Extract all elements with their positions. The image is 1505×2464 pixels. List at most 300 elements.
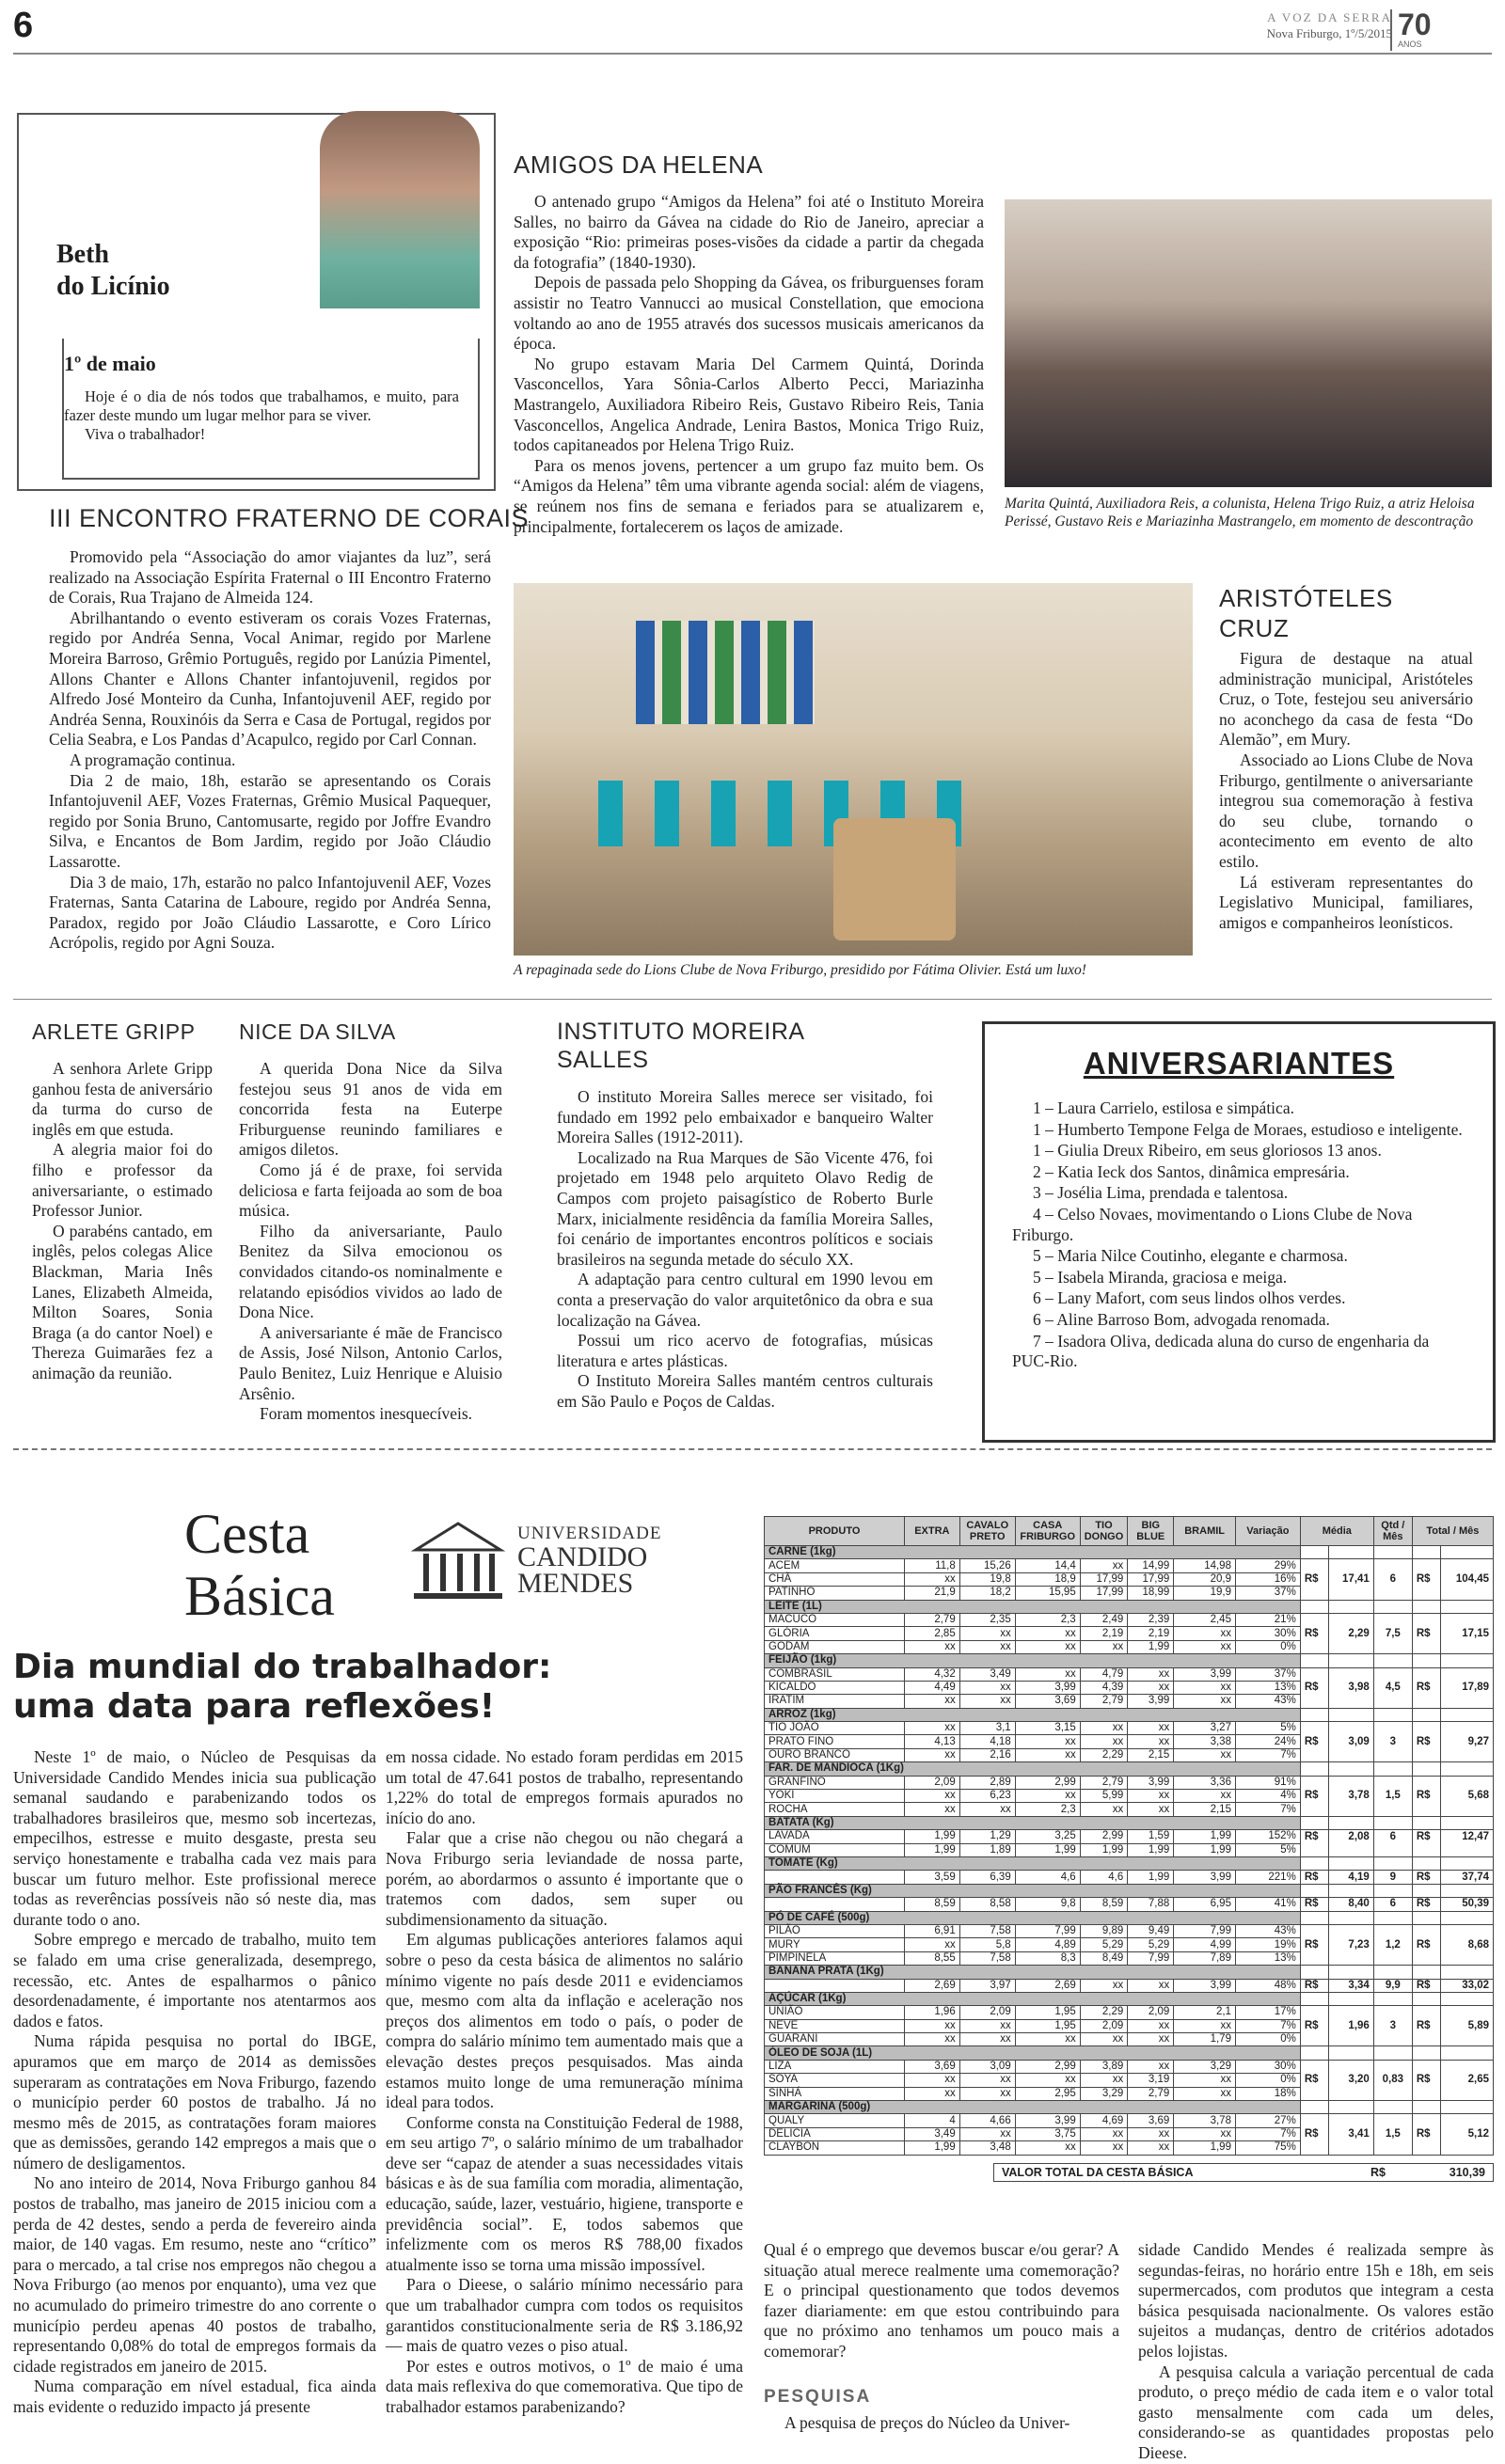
- section-rule-dashed: [13, 1448, 1492, 1450]
- aniversariante-item: 5 – Maria Nilce Coutinho, elegante e charmosa.: [1033, 1246, 1348, 1266]
- price-cell: 0%: [1235, 1640, 1300, 1653]
- category-label: MARGARINA (500g): [765, 2101, 1301, 2114]
- currency-cell: R$: [1412, 1735, 1440, 1748]
- column-tab: [17, 339, 478, 480]
- table-row: [765, 1803, 1494, 1816]
- price-cell: 2,79: [905, 1613, 960, 1626]
- currency-cell: [1300, 2006, 1328, 2019]
- price-cell: 5,29: [1128, 1938, 1174, 1951]
- empty-cell: [1300, 2101, 1328, 2114]
- nice-paragraph: A querida Dona Nice da Silva festejou seus 91 anos de vida em concorrida festa na Euterpe Friburguense reunindo familiares e amigos diletos.: [239, 1059, 502, 1160]
- currency-cell: [1300, 2114, 1328, 2127]
- price-cell: 1,99: [905, 1830, 960, 1843]
- currency-cell: R$: [1412, 1830, 1440, 1843]
- qtd-cell: 1,5: [1373, 2127, 1412, 2140]
- cesta-col1: [13, 1747, 376, 2418]
- price-cell: 17,99: [1080, 1572, 1128, 1586]
- price-cell: 6,23: [959, 1790, 1015, 1803]
- price-cell: 2,99: [1015, 1776, 1080, 1789]
- ims-title-line1: INSTITUTO MOREIRA: [557, 1019, 805, 1045]
- university-line1: UNIVERSIDADE: [517, 1524, 662, 1543]
- price-cell: 7%: [1235, 1748, 1300, 1761]
- media-cell: [1328, 2060, 1373, 2073]
- media-cell: [1328, 1640, 1373, 1653]
- empty-cell: [1328, 1708, 1373, 1721]
- category-row: [765, 1966, 1494, 1979]
- price-cell: 9,49: [1128, 1924, 1174, 1937]
- price-cell: 1,95: [1015, 2006, 1080, 2019]
- price-cell: 48%: [1235, 1979, 1300, 1992]
- empty-cell: [1328, 2046, 1373, 2060]
- empty-cell: [1412, 2101, 1440, 2114]
- price-cell: 2,95: [1015, 2087, 1080, 2100]
- ims-paragraph: Localizado na Rua Marques de São Vicente 476, foi projetado em 1948 pelo arquiteto Olavo Redig de Campos com projeto paisagístico de Roberto Burle Marx, inicialmente residência da família Moreira Salles, foi cenário de importantes encontros políticos e sociais brasileiros na segunda metade do século XX.: [557, 1147, 933, 1269]
- group-photo: [1005, 199, 1492, 487]
- price-cell: 24%: [1235, 1735, 1300, 1748]
- empty-cell: [1440, 1856, 1493, 1870]
- qtd-cell: [1373, 1613, 1412, 1626]
- currency-cell: R$: [1412, 1790, 1440, 1803]
- total-cell: [1440, 2033, 1493, 2046]
- currency-cell: R$: [1300, 1830, 1328, 1843]
- currency-cell: [1300, 1924, 1328, 1937]
- total-cell: 104,45: [1440, 1572, 1493, 1586]
- total-cell: [1440, 2141, 1493, 2155]
- price-cell: xx: [1128, 1667, 1174, 1681]
- qtd-cell: [1373, 2141, 1412, 2155]
- price-cell: 3,09: [959, 2060, 1015, 2073]
- price-cell: 13%: [1235, 1951, 1300, 1965]
- qtd-cell: [1373, 1803, 1412, 1816]
- table-row: [765, 2019, 1494, 2032]
- cesta-headline: [13, 1648, 551, 1727]
- product-cell: DELICIA: [765, 2127, 905, 2140]
- table-row: [765, 1748, 1494, 1761]
- price-cell: xx: [905, 1640, 960, 1653]
- price-cell: 4,89: [1015, 1938, 1080, 1951]
- price-cell: 1,99: [1080, 1843, 1128, 1856]
- currency-cell: [1412, 1695, 1440, 1708]
- qtd-cell: [1373, 1722, 1412, 1735]
- price-cell: 3,27: [1174, 1722, 1236, 1735]
- qtd-cell: 1,2: [1373, 1938, 1412, 1951]
- price-cell: 21,9: [905, 1587, 960, 1600]
- media-cell: [1328, 1843, 1373, 1856]
- price-cell: 2,35: [959, 1613, 1015, 1626]
- empty-cell: [1440, 1546, 1493, 1559]
- qtd-cell: 6: [1373, 1898, 1412, 1911]
- category-row: [765, 1856, 1494, 1870]
- empty-cell: [1373, 1654, 1412, 1667]
- qtd-cell: [1373, 1667, 1412, 1681]
- product-cell: [765, 1871, 905, 1884]
- media-cell: 3,98: [1328, 1681, 1373, 1694]
- price-cell: 17,99: [1128, 1572, 1174, 1586]
- pesquisa-text: A pesquisa de preços do Núcleo da Univer-: [784, 2413, 1070, 2432]
- empty-cell: [1412, 1762, 1440, 1776]
- total-cell: [1440, 1924, 1493, 1937]
- price-cell: 1,79: [1174, 2033, 1236, 2046]
- empty-cell: [1328, 1911, 1373, 1924]
- price-cell: 8,55: [905, 1951, 960, 1965]
- product-cell: GLÓRIA: [765, 1627, 905, 1640]
- product-cell: TIO JOÃO: [765, 1722, 905, 1735]
- empty-cell: [1300, 1654, 1328, 1667]
- table-row: [765, 1640, 1494, 1653]
- qtd-cell: [1373, 2114, 1412, 2127]
- table-row: [765, 1695, 1494, 1708]
- price-cell: 13%: [1235, 1681, 1300, 1694]
- empty-cell: [1412, 1966, 1440, 1979]
- total-label: VALOR TOTAL DA CESTA BÁSICA: [1002, 2165, 1194, 2179]
- aniversariante-item: 5 – Isabela Miranda, graciosa e meiga.: [1033, 1267, 1288, 1287]
- empty-cell: [1328, 1992, 1373, 2005]
- price-cell: xx: [905, 1572, 960, 1586]
- currency-cell: R$: [1412, 2019, 1440, 2032]
- arlete-paragraph: A senhora Arlete Gripp ganhou festa de aniversário da turma do curso de inglês em que estuda.: [32, 1059, 213, 1139]
- currency-cell: [1300, 1613, 1328, 1626]
- qtd-cell: [1373, 1587, 1412, 1600]
- table-row: [765, 2033, 1494, 2046]
- price-cell: 3,59: [905, 1871, 960, 1884]
- ims-paragraph: O Instituto Moreira Salles mantém centros culturais em São Paulo e Poços de Caldas.: [557, 1371, 933, 1411]
- price-cell: 30%: [1235, 2060, 1300, 2073]
- arlete-body: [32, 1059, 213, 1384]
- total-cell: 12,47: [1440, 1830, 1493, 1843]
- aniversariante-item: 2 – Katia Ieck dos Santos, dinâmica empresária.: [1033, 1161, 1350, 1181]
- price-cell: 152%: [1235, 1830, 1300, 1843]
- empty-cell: [1412, 1816, 1440, 1829]
- media-cell: [1328, 1667, 1373, 1681]
- qtd-cell: [1373, 1776, 1412, 1789]
- price-cell: 3,1: [959, 1722, 1015, 1735]
- price-cell: xx: [959, 1640, 1015, 1653]
- media-cell: 3,78: [1328, 1790, 1373, 1803]
- ims-title-line2: SALLES: [557, 1047, 649, 1073]
- price-cell: 4: [905, 2114, 960, 2127]
- amigos-paragraph: Depois de passada pelo Shopping da Gávea, os friburguenses foram assistir no Teatro Vannucci ao musical Constellation, que emociona voltando ao ano de 1955 através dos sucessos musicais americanos da época.: [514, 273, 984, 354]
- table-row: [765, 2114, 1494, 2127]
- qtd-cell: 7,5: [1373, 1627, 1412, 1640]
- corais-body: [49, 547, 491, 954]
- table-row: [765, 1559, 1494, 1572]
- total-cell: 5,68: [1440, 1790, 1493, 1803]
- price-cell: 9,89: [1080, 1924, 1128, 1937]
- empty-cell: [1300, 1816, 1328, 1829]
- qtd-cell: [1373, 2087, 1412, 2100]
- amigos-paragraph: O antenado grupo “Amigos da Helena” foi até o Instituto Moreira Salles, no bairro da Gávea na cidade do Rio de Janeiro, apreciar a exposição “Rio: primeiras poses-visões da cidade a partir da chegada da fotografia” (1840-1930).: [514, 192, 984, 272]
- price-cell: xx: [905, 2074, 960, 2087]
- qtd-cell: [1373, 1640, 1412, 1653]
- price-cell: 2,15: [1174, 1803, 1236, 1816]
- cesta-paragraph: Falar que a crise não chegou ou não chegará a Nova Friburgo seria leviandade de nossa parte, porém, ao abordarmos o assunto é importante que o tratemos com dados, sem super ou subdimensionamento da situação.: [386, 1828, 743, 1929]
- category-label: TOMATE (Kg): [765, 1856, 1301, 1870]
- price-cell: 4%: [1235, 1790, 1300, 1803]
- price-cell: xx: [1015, 1735, 1080, 1748]
- university-line2: CANDIDO: [517, 1541, 648, 1572]
- cesta-paragraph: Em algumas publicações anteriores falamos aqui sobre o peso da cesta básica de alimentos no salário mínimo vigente no país desde 2011 e evidenciamos que, mesmo com alta da inflação e aceleração nos preços dos alimentos em todo o país, o poder de compra do salário mínimo tem aumentado mais que a elevação destes preços pesquisados. Mas ainda estamos muito longe de uma remuneração mínima ideal para todos.: [386, 1930, 743, 2112]
- price-cell: 2,09: [959, 2006, 1015, 2019]
- table-row: [765, 1951, 1494, 1965]
- empty-cell: [1412, 1884, 1440, 1897]
- qtd-cell: 3: [1373, 2019, 1412, 2032]
- price-cell: 3,99: [1174, 1871, 1236, 1884]
- ims-paragraph: Possui um rico acervo de fotografias, músicas literatura e artes plásticas.: [557, 1331, 933, 1370]
- price-cell: 2,79: [1080, 1695, 1128, 1708]
- price-cell: 9,8: [1015, 1898, 1080, 1911]
- product-cell: [765, 1898, 905, 1911]
- table-row: [765, 1572, 1494, 1586]
- price-cell: 2,99: [1015, 2060, 1080, 2073]
- empty-cell: [1300, 1546, 1328, 1559]
- empty-cell: [1373, 1546, 1412, 1559]
- price-cell: 8,59: [905, 1898, 960, 1911]
- price-cell: 91%: [1235, 1776, 1300, 1789]
- price-cell: 30%: [1235, 1627, 1300, 1640]
- price-cell: 3,99: [1015, 2114, 1080, 2127]
- price-cell: 2,99: [1080, 1830, 1128, 1843]
- media-cell: 7,23: [1328, 1938, 1373, 1951]
- table-row: [765, 2060, 1494, 2073]
- price-cell: xx: [1174, 2074, 1236, 2087]
- media-cell: 2,29: [1328, 1627, 1373, 1640]
- price-cell: xx: [1080, 2141, 1128, 2155]
- currency-cell: [1412, 1776, 1440, 1789]
- price-cell: 1,29: [959, 1830, 1015, 1843]
- price-cell: 2,29: [1080, 2006, 1128, 2019]
- product-cell: PILÃO: [765, 1924, 905, 1937]
- price-cell: 2,19: [1128, 1627, 1174, 1640]
- price-cell: xx: [1128, 1681, 1174, 1694]
- total-cell: 17,89: [1440, 1681, 1493, 1694]
- aniversariantes-title: ANIVERSARIANTES: [1083, 1046, 1395, 1081]
- price-cell: 4,32: [905, 1667, 960, 1681]
- aniversariante-item: 1 – Laura Carrielo, estilosa e simpática.: [1033, 1098, 1294, 1117]
- currency-cell: R$: [1412, 1898, 1440, 1911]
- col-header: EXTRA: [905, 1517, 960, 1546]
- total-cell: 37,74: [1440, 1871, 1493, 1884]
- currency-cell: R$: [1412, 1871, 1440, 1884]
- qtd-cell: [1373, 2060, 1412, 2073]
- empty-cell: [1373, 1816, 1412, 1829]
- price-cell: xx: [1174, 1627, 1236, 1640]
- table-row: [765, 2127, 1494, 2140]
- empty-cell: [1300, 1884, 1328, 1897]
- currency-cell: [1412, 2060, 1440, 2073]
- total-cell: [1440, 1803, 1493, 1816]
- price-cell: 4,39: [1080, 1681, 1128, 1694]
- price-cell: xx: [905, 1748, 960, 1761]
- price-cell: 6,95: [1174, 1898, 1236, 1911]
- price-cell: 4,18: [959, 1735, 1015, 1748]
- price-cell: 37%: [1235, 1667, 1300, 1681]
- product-cell: CHÃ: [765, 1572, 905, 1586]
- flag-row: [636, 621, 815, 724]
- empty-cell: [1373, 1856, 1412, 1870]
- currency-cell: [1412, 1587, 1440, 1600]
- qtd-cell: [1373, 2006, 1412, 2019]
- media-cell: 3,34: [1328, 1979, 1373, 1992]
- media-cell: 3,20: [1328, 2074, 1373, 2087]
- media-cell: 8,40: [1328, 1898, 1373, 1911]
- ims-paragraph: O instituto Moreira Salles merece ser visitado, foi fundado em 1992 pelo embaixador e banqueiro Walter Moreira Salles (1912-2011).: [557, 1087, 933, 1147]
- currency-cell: [1412, 1722, 1440, 1735]
- aniversariante-item: 6 – Aline Barroso Bom, advogada renomada.: [1033, 1309, 1330, 1329]
- arlete-paragraph: A alegria maior foi do filho e professor da aniversariante, o estimado Professor Junior.: [32, 1140, 213, 1221]
- price-cell: 7,89: [1174, 1951, 1236, 1965]
- currency-cell: R$: [1412, 1938, 1440, 1951]
- price-cell: 2,89: [959, 1776, 1015, 1789]
- aristoteles-paragraph: Associado ao Lions Clube de Nova Friburgo, gentilmente o aniversariante integrou sua comemoração à festiva do seu clube, tornando o acontecimento em evento de alto estilo.: [1219, 750, 1473, 871]
- price-cell: 7,88: [1128, 1898, 1174, 1911]
- price-cell: 1,99: [1174, 2141, 1236, 2155]
- category-row: [765, 1992, 1494, 2005]
- product-cell: ACEM: [765, 1559, 905, 1572]
- price-cell: 5,8: [959, 1938, 1015, 1951]
- price-cell: 19,9: [1174, 1587, 1236, 1600]
- cesta-paragraph: Conforme consta na Constituição Federal de 1988, em seu artigo 7º, o salário mínimo de um trabalhador deve ser “capaz de atender a suas necessidades vitais básicas e às de sua família com moradia, alimentação, educação, saúde, lazer, vestuário, higiene, transporte e previdência social”. E, todos sabemos que infelizmente com os meros R$ 788,00 fixados atualmente isso se torna uma missão impossível.: [386, 2112, 743, 2274]
- price-cell: 0%: [1235, 2033, 1300, 2046]
- total-cell: [1440, 1776, 1493, 1789]
- nice-paragraph: Como já é de praxe, foi servida deliciosa e farta feijoada ao som de boa música.: [239, 1160, 502, 1221]
- masthead: [1267, 9, 1392, 41]
- cesta-paragraph: Para o Dieese, o salário mínimo necessário para que um trabalhador cumpra com todos os requisitos garantidos constitucionalmente seria de R$ 3.186,92 — mais de quatro vezes o piso atual.: [386, 2275, 743, 2356]
- total-cell: 2,65: [1440, 2074, 1493, 2087]
- currency-cell: [1412, 1748, 1440, 1761]
- category-label: BATATA (Kg): [765, 1816, 1301, 1829]
- empty-cell: [1328, 1816, 1373, 1829]
- price-table-wrap: [764, 1516, 1494, 2182]
- price-cell: 3,99: [1015, 1681, 1080, 1694]
- currency-cell: [1412, 2114, 1440, 2127]
- cesta-brand: [184, 1503, 335, 1627]
- price-cell: 3,69: [905, 2060, 960, 2073]
- currency-cell: [1412, 1951, 1440, 1965]
- currency-cell: R$: [1412, 1572, 1440, 1586]
- aristoteles-paragraph: Figura de destaque na atual administração municipal, Aristóteles Cruz, o Tote, festejou seu aniversário no aconchego da casa de festa “Do Alemão”, em Mury.: [1219, 649, 1473, 750]
- total-cell: 5,12: [1440, 2127, 1493, 2140]
- price-cell: xx: [1128, 2127, 1174, 2140]
- price-cell: 1,99: [1128, 1871, 1174, 1884]
- media-cell: 3,41: [1328, 2127, 1373, 2140]
- total-cell: 33,02: [1440, 1979, 1493, 1992]
- price-cell: 37%: [1235, 1587, 1300, 1600]
- empty-cell: [1328, 1856, 1373, 1870]
- empty-cell: [1328, 1762, 1373, 1776]
- price-cell: 3,36: [1174, 1776, 1236, 1789]
- price-cell: 1,99: [1128, 1640, 1174, 1653]
- total-cell: 8,68: [1440, 1938, 1493, 1951]
- price-cell: xx: [959, 2074, 1015, 2087]
- empty-cell: [1412, 1600, 1440, 1613]
- empty-cell: [1412, 1546, 1440, 1559]
- empty-cell: [1300, 1856, 1328, 1870]
- price-cell: 1,96: [905, 2006, 960, 2019]
- product-cell: GRANFINO: [765, 1776, 905, 1789]
- empty-cell: [1300, 1708, 1328, 1721]
- qtd-cell: 4,5: [1373, 1681, 1412, 1694]
- price-cell: 2,09: [1080, 2019, 1128, 2032]
- cesta-paragraph: em nossa cidade. No estado foram perdidas em 2015 um total de 47.641 postos de trabalho, representando 1,22% do total de empregos formais apurados no início do ano.: [386, 1747, 743, 1827]
- category-label: ÓLEO DE SOJA (1L): [765, 2046, 1301, 2060]
- aniversariante-item: 6 – Lany Mafort, com seus lindos olhos verdes.: [1033, 1288, 1346, 1308]
- currency-cell: [1412, 1613, 1440, 1626]
- total-cell: [1440, 1613, 1493, 1626]
- aniversariantes-list: [1012, 1098, 1464, 1373]
- currency-cell: R$: [1300, 1871, 1328, 1884]
- qtd-cell: 0,83: [1373, 2074, 1412, 2087]
- col-header: CASA FRIBURGO: [1015, 1517, 1080, 1546]
- product-cell: COMBRASIL: [765, 1667, 905, 1681]
- price-cell: xx: [1128, 1979, 1174, 1992]
- category-label: CARNE (1kg): [765, 1546, 1301, 1559]
- empty-cell: [1412, 2046, 1440, 2060]
- newspaper-name: A VOZ DA SERRA: [1267, 10, 1392, 24]
- currency-cell: [1300, 1776, 1328, 1789]
- empty-cell: [1300, 1911, 1328, 1924]
- price-cell: xx: [1174, 1748, 1236, 1761]
- cesta-paragraph: sidade Candido Mendes é realizada sempre às segundas-feiras, no horário entre 15h e 18h, em seis supermercados, com produtos que integram a cesta básica pesquisada nacionalmente. Os valores estão sujeitos a mudanças, dentro de critérios adotados pelos lojistas.: [1138, 2240, 1494, 2361]
- empty-cell: [1328, 1546, 1373, 1559]
- ims-title: [557, 1018, 805, 1074]
- price-cell: 19%: [1235, 1938, 1300, 1951]
- qtd-cell: [1373, 1951, 1412, 1965]
- currency-cell: [1412, 2141, 1440, 2155]
- price-cell: 1,99: [905, 2141, 960, 2155]
- price-cell: 4,6: [1080, 1871, 1128, 1884]
- total-cell: [1440, 1640, 1493, 1653]
- price-cell: xx: [1128, 1790, 1174, 1803]
- table-header-row: [765, 1517, 1494, 1546]
- price-cell: 7,58: [959, 1924, 1015, 1937]
- qtd-cell: [1373, 1924, 1412, 1937]
- cesta-headline-line1: Dia mundial do trabalhador:: [13, 1648, 552, 1686]
- price-cell: 2,09: [1128, 2006, 1174, 2019]
- currency-cell: [1412, 2006, 1440, 2019]
- empty-cell: [1440, 1654, 1493, 1667]
- product-cell: SOYA: [765, 2074, 905, 2087]
- price-cell: 2,85: [905, 1627, 960, 1640]
- currency-cell: [1412, 1843, 1440, 1856]
- price-cell: 15,26: [959, 1559, 1015, 1572]
- aniversariante-item: 7 – Isadora Oliva, dedicada aluna do curso de engenharia da PUC-Rio.: [1012, 1331, 1430, 1371]
- table-row: [765, 1790, 1494, 1803]
- currency-cell: [1300, 1951, 1328, 1965]
- column-title-line1: Beth: [56, 240, 109, 269]
- price-cell: 221%: [1235, 1871, 1300, 1884]
- price-cell: 3,19: [1128, 2074, 1174, 2087]
- empty-cell: [1328, 2101, 1373, 2114]
- product-cell: IRATIM: [765, 1695, 905, 1708]
- aristoteles-title-line1: ARISTÓTELES: [1219, 584, 1393, 612]
- price-cell: 41%: [1235, 1898, 1300, 1911]
- empty-cell: [1412, 1911, 1440, 1924]
- total-cell: [1440, 2006, 1493, 2019]
- price-cell: 4,69: [1080, 2114, 1128, 2127]
- product-cell: UNIÃO: [765, 2006, 905, 2019]
- columnist-photo: [320, 111, 480, 308]
- currency-cell: [1300, 1803, 1328, 1816]
- category-row: [765, 2046, 1494, 2060]
- ims-body: [557, 1087, 933, 1413]
- currency-cell: [1412, 1924, 1440, 1937]
- price-cell: xx: [1015, 1748, 1080, 1761]
- table-row: [765, 1830, 1494, 1843]
- product-cell: [765, 1979, 905, 1992]
- category-row: [765, 2101, 1494, 2114]
- table-row: [765, 1627, 1494, 1640]
- category-label: LEITE (1L): [765, 1600, 1301, 1613]
